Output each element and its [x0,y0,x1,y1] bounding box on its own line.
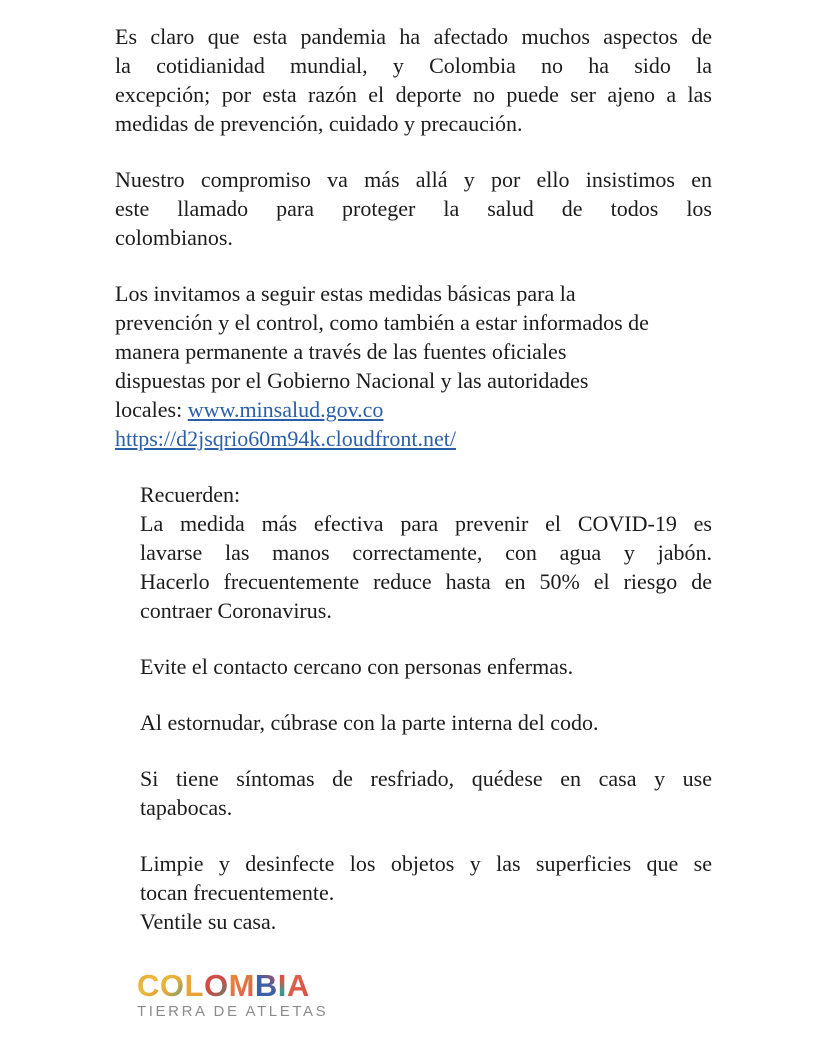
text-line [140,708,712,737]
minsalud-link[interactable]: www.minsalud.gov.co [187,397,384,422]
text-segment: este llamado para proteger la salud de todos los [115,196,712,221]
logo-letter: L [184,968,204,1003]
text-line [115,194,712,223]
sources-paragraph [115,279,712,453]
text-line [140,849,712,878]
text-segment: La medida más efectiva para prevenir el COVID-19 es [140,511,712,536]
logo-letter: O [203,968,229,1003]
symptoms-paragraph [140,764,712,822]
avoid-contact-paragraph [140,652,712,681]
text-line [115,308,712,337]
text-line [115,366,712,395]
clean-paragraph [140,849,712,936]
text-segment: contraer Coronavirus. [140,598,332,623]
text-segment: prevención y el control, como también a estar informados de [115,310,649,335]
text-line [115,165,712,194]
logo-letter: A [286,968,310,1003]
logo-wordmark [137,968,328,1003]
text-segment: Evite el contacto cercano con personas enfermas. [140,654,574,679]
colombia-logo [137,968,329,1020]
text-line [140,652,712,681]
text-line [140,538,712,567]
text-segment: medidas de prevención, cuidado y precaución. [115,111,523,136]
text-segment: Los invitamos a seguir estas medidas básicas para la [115,281,576,306]
text-line [140,480,712,509]
text-line [115,279,712,308]
text-line [115,337,712,366]
text-segment: Recuerden: [140,482,241,507]
logo-letter: O [159,968,185,1003]
commitment-paragraph [115,165,712,252]
text-line [115,22,712,51]
text-segment: colombianos. [115,225,233,250]
text-segment: lavarse las manos correctamente, con agua y jabón. [140,540,712,565]
logo-letter: C [137,968,160,1003]
text-segment: excepción; por esta razón el deporte no puede ser ajeno a las [115,82,712,107]
logo-tagline: TIERRA DE ATLETAS [137,1003,329,1020]
text-line [140,509,712,538]
text-segment: Limpie y desinfecte los objetos y las superficies que se [140,851,712,876]
text-segment: Es claro que esta pandemia ha afectado muchos aspectos de [115,24,712,49]
cloudfront-link[interactable]: https://d2jsqrio60m94k.cloudfront.net/ [115,426,456,451]
text-line [115,51,712,80]
text-segment: Al estornudar, cúbrase con la parte interna del codo. [140,710,599,735]
document-body [115,22,712,963]
text-line [115,424,712,453]
text-line [115,80,712,109]
logo-letter: I [277,968,287,1003]
intro-paragraph [115,22,712,138]
text-line [115,109,712,138]
text-segment: Nuestro compromiso va más allá y por ello insistimos en [115,167,712,192]
text-line [140,878,712,907]
text-line [140,764,712,793]
recommendations-paragraph [140,480,712,625]
text-line [115,395,712,424]
logo-letter: B [254,968,278,1003]
text-segment: Hacerlo frecuentemente reduce hasta en 50% el riesgo de [140,569,712,594]
text-segment: tapabocas. [140,795,233,820]
text-segment: dispuestas por el Gobierno Nacional y las autoridades [115,368,589,393]
text-segment: tocan frecuentemente. [140,880,335,905]
text-segment: Ventile su casa. [140,909,277,934]
text-line [140,907,712,936]
text-line [140,596,712,625]
text-line [140,793,712,822]
text-line [140,567,712,596]
text-segment: la cotidianidad mundial, y Colombia no ha sido la [115,53,712,78]
text-segment: Si tiene síntomas de resfriado, quédese en casa y use [140,766,712,791]
sneeze-paragraph [140,708,712,737]
logo-letter: M [228,968,255,1003]
text-line [115,223,712,252]
text-segment: manera permanente a través de las fuentes oficiales [115,339,567,364]
text-segment: locales: [115,397,188,422]
